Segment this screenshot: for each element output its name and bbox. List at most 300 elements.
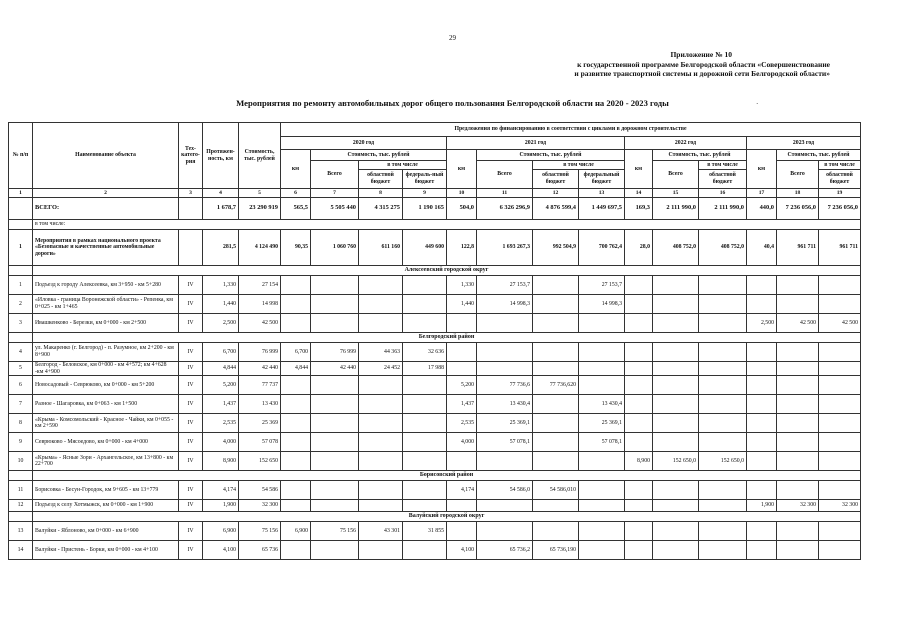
table-cell: 6 326 296,9 [477, 198, 533, 220]
table-cell: 7 236 056,0 [819, 198, 861, 220]
table-cell: 5 505 440 [311, 198, 359, 220]
table-cell: 8,900 [625, 452, 653, 471]
table-cell [403, 500, 447, 512]
table-cell [699, 414, 747, 433]
header-num: № п/п [9, 123, 33, 189]
column-number: 10 [447, 189, 477, 198]
table-cell: 13 430 [239, 395, 281, 414]
table-cell [403, 452, 447, 471]
region-name: Борисовский район [33, 471, 861, 481]
table-cell: 77 736,620 [533, 376, 579, 395]
table-cell [9, 198, 33, 220]
table-cell: 1 [9, 276, 33, 295]
table-cell [819, 541, 861, 560]
table-cell: 1,440 [447, 295, 477, 314]
table-row [9, 362, 861, 376]
table-cell [819, 362, 861, 376]
table-cell: 14 998,3 [579, 295, 625, 314]
table-row [9, 295, 861, 314]
table-cell [311, 541, 359, 560]
table-cell [819, 452, 861, 471]
region-row [9, 471, 861, 481]
table-cell [819, 522, 861, 541]
region-row [9, 512, 861, 522]
table-cell: 4,000 [203, 433, 239, 452]
object-name-cell: Мероприятия в рамках национального проекта «Безопасные и качественные автомобильные дороги» [33, 230, 179, 266]
table-cell [747, 541, 777, 560]
table-cell [653, 276, 699, 295]
table-cell [359, 314, 403, 333]
table-cell: 5,200 [203, 376, 239, 395]
table-cell: 44 363 [359, 343, 403, 362]
table-cell [777, 452, 819, 471]
table-cell [579, 376, 625, 395]
table-cell: 12 [9, 500, 33, 512]
table-cell: 27 153,7 [579, 276, 625, 295]
table-cell: 1,900 [203, 500, 239, 512]
table-cell [281, 295, 311, 314]
table-cell: 7 236 056,0 [777, 198, 819, 220]
table-cell: 152 650,0 [653, 452, 699, 471]
column-number: 19 [819, 189, 861, 198]
table-cell: 57 078 [239, 433, 281, 452]
table-cell: 90,35 [281, 230, 311, 266]
region-row [9, 266, 861, 276]
table-cell: 122,8 [447, 230, 477, 266]
object-name-cell: Разное - Шагаровка, км 0+063 - км 1+500 [33, 395, 179, 414]
table-cell [281, 395, 311, 414]
table-cell: 25 369 [239, 414, 281, 433]
table-cell: 1 190 165 [403, 198, 447, 220]
table-cell [653, 433, 699, 452]
header-km-2021: км [447, 150, 477, 189]
object-name-cell: Валуйки - Яблоново, км 0+000 - км 6+900 [33, 522, 179, 541]
header-regional-2023: областной бюджет [819, 170, 861, 189]
header-cost: Стоимость, тыс. рублей [239, 123, 281, 189]
table-cell [533, 414, 579, 433]
table-cell: 408 752,0 [653, 230, 699, 266]
table-cell: 32 300 [819, 500, 861, 512]
table-cell [403, 481, 447, 500]
object-name-cell: ВСЕГО: [33, 198, 179, 220]
table-row [9, 376, 861, 395]
table-cell [699, 395, 747, 414]
column-number: 11 [477, 189, 533, 198]
table-cell [777, 481, 819, 500]
table-cell: 565,5 [281, 198, 311, 220]
table-cell: 77 737 [239, 376, 281, 395]
table-cell [819, 481, 861, 500]
table-cell [359, 433, 403, 452]
table-cell: 75 156 [239, 522, 281, 541]
table-cell [311, 500, 359, 512]
table-cell: 76 999 [239, 343, 281, 362]
table-cell: IV [179, 433, 203, 452]
table-cell [477, 452, 533, 471]
table-cell: IV [179, 314, 203, 333]
table-cell [477, 500, 533, 512]
header-cost-2022: Стоимость, тыс. рублей [653, 150, 747, 161]
table-cell [533, 500, 579, 512]
column-number: 2 [33, 189, 179, 198]
header-cost-2020: Стоимость, тыс. рублей [311, 150, 447, 161]
table-cell [625, 295, 653, 314]
table-cell: 6,900 [203, 522, 239, 541]
column-number: 17 [747, 189, 777, 198]
table-body [9, 198, 861, 560]
table-cell [819, 414, 861, 433]
object-name-cell: «Крыма - Комсомольский - Красное - Чайки, км 0+055 - км 2+590 [33, 414, 179, 433]
table-cell [281, 500, 311, 512]
table-cell: 40,4 [747, 230, 777, 266]
table-cell: 4 [9, 343, 33, 362]
table-cell: 27 153,7 [477, 276, 533, 295]
table-cell [311, 376, 359, 395]
table-cell: 23 290 919 [239, 198, 281, 220]
subtotal-label-row [9, 220, 861, 230]
table-cell [747, 395, 777, 414]
table-cell: 440,0 [747, 198, 777, 220]
table-cell [579, 522, 625, 541]
table-cell [477, 314, 533, 333]
table-cell: 152 650,0 [699, 452, 747, 471]
region-name: Валуйский городской округ [33, 512, 861, 522]
column-numbers-row [9, 189, 861, 198]
table-cell: 13 [9, 522, 33, 541]
table-cell: IV [179, 541, 203, 560]
table-cell [281, 376, 311, 395]
table-cell: 4 876 599,4 [533, 198, 579, 220]
appendix-line-2: к государственной программе Белгородской области «Совершенствование [577, 59, 830, 69]
table-cell [777, 276, 819, 295]
table-cell: 4 124 490 [239, 230, 281, 266]
table-cell [359, 541, 403, 560]
table-cell [819, 395, 861, 414]
table-cell [359, 276, 403, 295]
header-cost-2021: Стоимость, тыс. рублей [477, 150, 625, 161]
table-cell: IV [179, 395, 203, 414]
header-regional-2020: областной бюджет [359, 170, 403, 189]
header-name: Наименование объекта [33, 123, 179, 189]
header-km-2023: км [747, 150, 777, 189]
table-row [9, 500, 861, 512]
table-cell [699, 343, 747, 362]
column-number: 3 [179, 189, 203, 198]
column-number: 9 [403, 189, 447, 198]
table-cell: 14 998 [239, 295, 281, 314]
header-total-2022: Всего [653, 161, 699, 189]
header-category: Тех-катего-рия [179, 123, 203, 189]
table-cell [747, 295, 777, 314]
table-cell [403, 433, 447, 452]
table-cell: 1 449 697,5 [579, 198, 625, 220]
table-cell [699, 522, 747, 541]
table-cell [359, 376, 403, 395]
table-cell: 14 998,3 [477, 295, 533, 314]
table-cell [819, 433, 861, 452]
table-cell: 54 586,0 [477, 481, 533, 500]
subtotal-label: в том числе: [33, 220, 861, 230]
table-row [9, 433, 861, 452]
table-cell: 17 988 [403, 362, 447, 376]
table-cell: 6,700 [203, 343, 239, 362]
table-cell: 13 430,4 [579, 395, 625, 414]
table-cell [311, 481, 359, 500]
table-cell [819, 376, 861, 395]
table-cell [625, 276, 653, 295]
table-cell [533, 314, 579, 333]
table-cell: 75 156 [311, 522, 359, 541]
total-row [9, 198, 861, 220]
object-name-cell: ул. Макаренко (г. Белгород) - п. Разумное, км 2+200 - км 8+900 [33, 343, 179, 362]
table-cell: 1,330 [203, 276, 239, 295]
table-cell [477, 343, 533, 362]
appendix-line-3: и развитие транспортной системы и дорожной сети Белгородской области» [574, 69, 830, 78]
column-number: 8 [359, 189, 403, 198]
table-cell [533, 522, 579, 541]
table-cell [311, 395, 359, 414]
table-cell [281, 414, 311, 433]
table-cell [653, 314, 699, 333]
table-cell: 76 999 [311, 343, 359, 362]
page-number: 29 [449, 34, 456, 42]
object-name-cell: Новосадовый - Севрюково, км 0+000 - км 5+200 [33, 376, 179, 395]
table-cell: 6,700 [281, 343, 311, 362]
table-cell [699, 541, 747, 560]
table-cell [777, 395, 819, 414]
table-cell: 700 762,4 [579, 230, 625, 266]
table-cell: 5 [9, 362, 33, 376]
table-cell: 10 [9, 452, 33, 471]
appendix-header [500, 50, 830, 79]
table-row [9, 452, 861, 471]
table-cell [579, 343, 625, 362]
table-cell [747, 376, 777, 395]
table-cell [403, 276, 447, 295]
table-cell [281, 276, 311, 295]
table-cell: 1 [9, 230, 33, 266]
table-cell [579, 452, 625, 471]
table-cell: 4,844 [203, 362, 239, 376]
table-cell [777, 522, 819, 541]
table-cell: 28,0 [625, 230, 653, 266]
column-number: 16 [699, 189, 747, 198]
table-cell: 32 300 [777, 500, 819, 512]
table-cell [311, 452, 359, 471]
table-cell [281, 433, 311, 452]
table-cell: 4,174 [447, 481, 477, 500]
table-cell: IV [179, 414, 203, 433]
object-name-cell: Подъезд к городу Алексеевка, км 3+950 - км 5+280 [33, 276, 179, 295]
table-cell: 449 600 [403, 230, 447, 266]
table-cell: 65 736,2 [477, 541, 533, 560]
table-cell [699, 314, 747, 333]
column-number: 4 [203, 189, 239, 198]
table-cell [447, 314, 477, 333]
table-cell [281, 481, 311, 500]
table-cell [579, 500, 625, 512]
table-cell: 6 [9, 376, 33, 395]
table-cell [311, 414, 359, 433]
table-cell [625, 481, 653, 500]
table-cell: 65 736,190 [533, 541, 579, 560]
table-cell: 25 369,1 [477, 414, 533, 433]
table-cell: 57 078,1 [579, 433, 625, 452]
header-cost-2023: Стоимость, тыс. рублей [777, 150, 861, 161]
table-cell: 7 [9, 395, 33, 414]
table-cell [281, 452, 311, 471]
empty-cell [9, 512, 33, 522]
table-cell [747, 522, 777, 541]
table-cell [699, 376, 747, 395]
object-name-cell: Валуйки - Пристень - Борки, км 0+000 - км 4+100 [33, 541, 179, 560]
table-cell [359, 395, 403, 414]
table-row [9, 276, 861, 295]
table-cell [747, 362, 777, 376]
tick-mark: · [756, 100, 759, 108]
table-cell [653, 500, 699, 512]
table-cell [533, 433, 579, 452]
table-cell [625, 433, 653, 452]
header-incl-2023: в том числе [819, 161, 861, 170]
table-cell: 77 736,6 [477, 376, 533, 395]
region-name: Белгородский район [33, 333, 861, 343]
table-cell [625, 362, 653, 376]
table-cell [579, 362, 625, 376]
table-cell: IV [179, 343, 203, 362]
table-cell: IV [179, 295, 203, 314]
empty-cell [9, 333, 33, 343]
header-incl-2022: в том числе [699, 161, 747, 170]
table-cell [579, 314, 625, 333]
table-cell [653, 376, 699, 395]
table-cell: 4,100 [203, 541, 239, 560]
table-cell [579, 481, 625, 500]
header-total-2023: Всего [777, 161, 819, 189]
object-name-cell: «Иловка - граница Воронежской области» - Репенка, км 0+025 - км 1+465 [33, 295, 179, 314]
table-cell [653, 343, 699, 362]
table-cell [625, 541, 653, 560]
table-cell: 9 [9, 433, 33, 452]
table-cell: 11 [9, 481, 33, 500]
table-cell: IV [179, 452, 203, 471]
table-cell: 42 500 [777, 314, 819, 333]
table-cell [699, 276, 747, 295]
object-name-cell: Севрюково - Мясоедово, км 0+000 - км 4+000 [33, 433, 179, 452]
table-cell [533, 362, 579, 376]
table-cell [819, 343, 861, 362]
table-cell [359, 414, 403, 433]
column-number: 12 [533, 189, 579, 198]
table-cell [653, 541, 699, 560]
table-cell: 2 [9, 295, 33, 314]
table-cell: 24 452 [359, 362, 403, 376]
table-cell: 42 440 [239, 362, 281, 376]
table-cell: 54 586 [239, 481, 281, 500]
table-row [9, 414, 861, 433]
table-cell: 31 855 [403, 522, 447, 541]
table-cell [653, 414, 699, 433]
table-cell [447, 522, 477, 541]
table-cell [281, 541, 311, 560]
header-km-2022: км [625, 150, 653, 189]
table-cell: IV [179, 276, 203, 295]
table-cell [403, 414, 447, 433]
table-cell [533, 452, 579, 471]
table-cell [625, 414, 653, 433]
table-cell [777, 433, 819, 452]
table-row [9, 522, 861, 541]
table-cell [179, 230, 203, 266]
table-cell: 4,100 [447, 541, 477, 560]
table-cell: 54 586,010 [533, 481, 579, 500]
table-header [9, 123, 861, 198]
table-cell: 25 369,1 [579, 414, 625, 433]
table-cell: 4,844 [281, 362, 311, 376]
header-incl-2020: в том числе [359, 161, 447, 170]
table-cell [447, 362, 477, 376]
table-cell: 2 111 990,0 [653, 198, 699, 220]
table-cell [533, 276, 579, 295]
table-row [9, 481, 861, 500]
table-cell: 2,500 [747, 314, 777, 333]
region-row [9, 333, 861, 343]
table-cell: 4,174 [203, 481, 239, 500]
table-cell [747, 276, 777, 295]
table-cell: 281,5 [203, 230, 239, 266]
table-cell [747, 414, 777, 433]
table-cell [625, 522, 653, 541]
table-cell: 2,500 [203, 314, 239, 333]
table-cell [625, 395, 653, 414]
table-cell [653, 295, 699, 314]
table-cell [447, 343, 477, 362]
header-2023: 2023 год [747, 137, 861, 150]
table-cell [403, 376, 447, 395]
table-cell: 6,900 [281, 522, 311, 541]
table-cell [447, 452, 477, 471]
table-cell [777, 376, 819, 395]
table-cell [403, 314, 447, 333]
table-row [9, 314, 861, 333]
header-total-2020: Всего [311, 161, 359, 189]
table-cell: 992 504,9 [533, 230, 579, 266]
table-cell [819, 276, 861, 295]
table-cell [777, 414, 819, 433]
table-cell: 5,200 [447, 376, 477, 395]
table-cell [403, 395, 447, 414]
column-number: 5 [239, 189, 281, 198]
header-funding: Предложения по финансированию в соответствии с циклами в дорожном строительстве [281, 123, 861, 137]
table-cell: 4,000 [447, 433, 477, 452]
table-cell [179, 198, 203, 220]
empty-cell [9, 266, 33, 276]
table-cell [359, 295, 403, 314]
table-cell [281, 314, 311, 333]
header-km-2020: км [281, 150, 311, 189]
table-cell [579, 541, 625, 560]
table-cell: 65 736 [239, 541, 281, 560]
table-cell: 169,3 [625, 198, 653, 220]
table-cell [403, 295, 447, 314]
table-cell: 1 678,7 [203, 198, 239, 220]
table-cell: 42 500 [819, 314, 861, 333]
table-cell [625, 500, 653, 512]
table-cell: 42 440 [311, 362, 359, 376]
table-cell [447, 500, 477, 512]
header-2022: 2022 год [625, 137, 747, 150]
table-cell [625, 376, 653, 395]
